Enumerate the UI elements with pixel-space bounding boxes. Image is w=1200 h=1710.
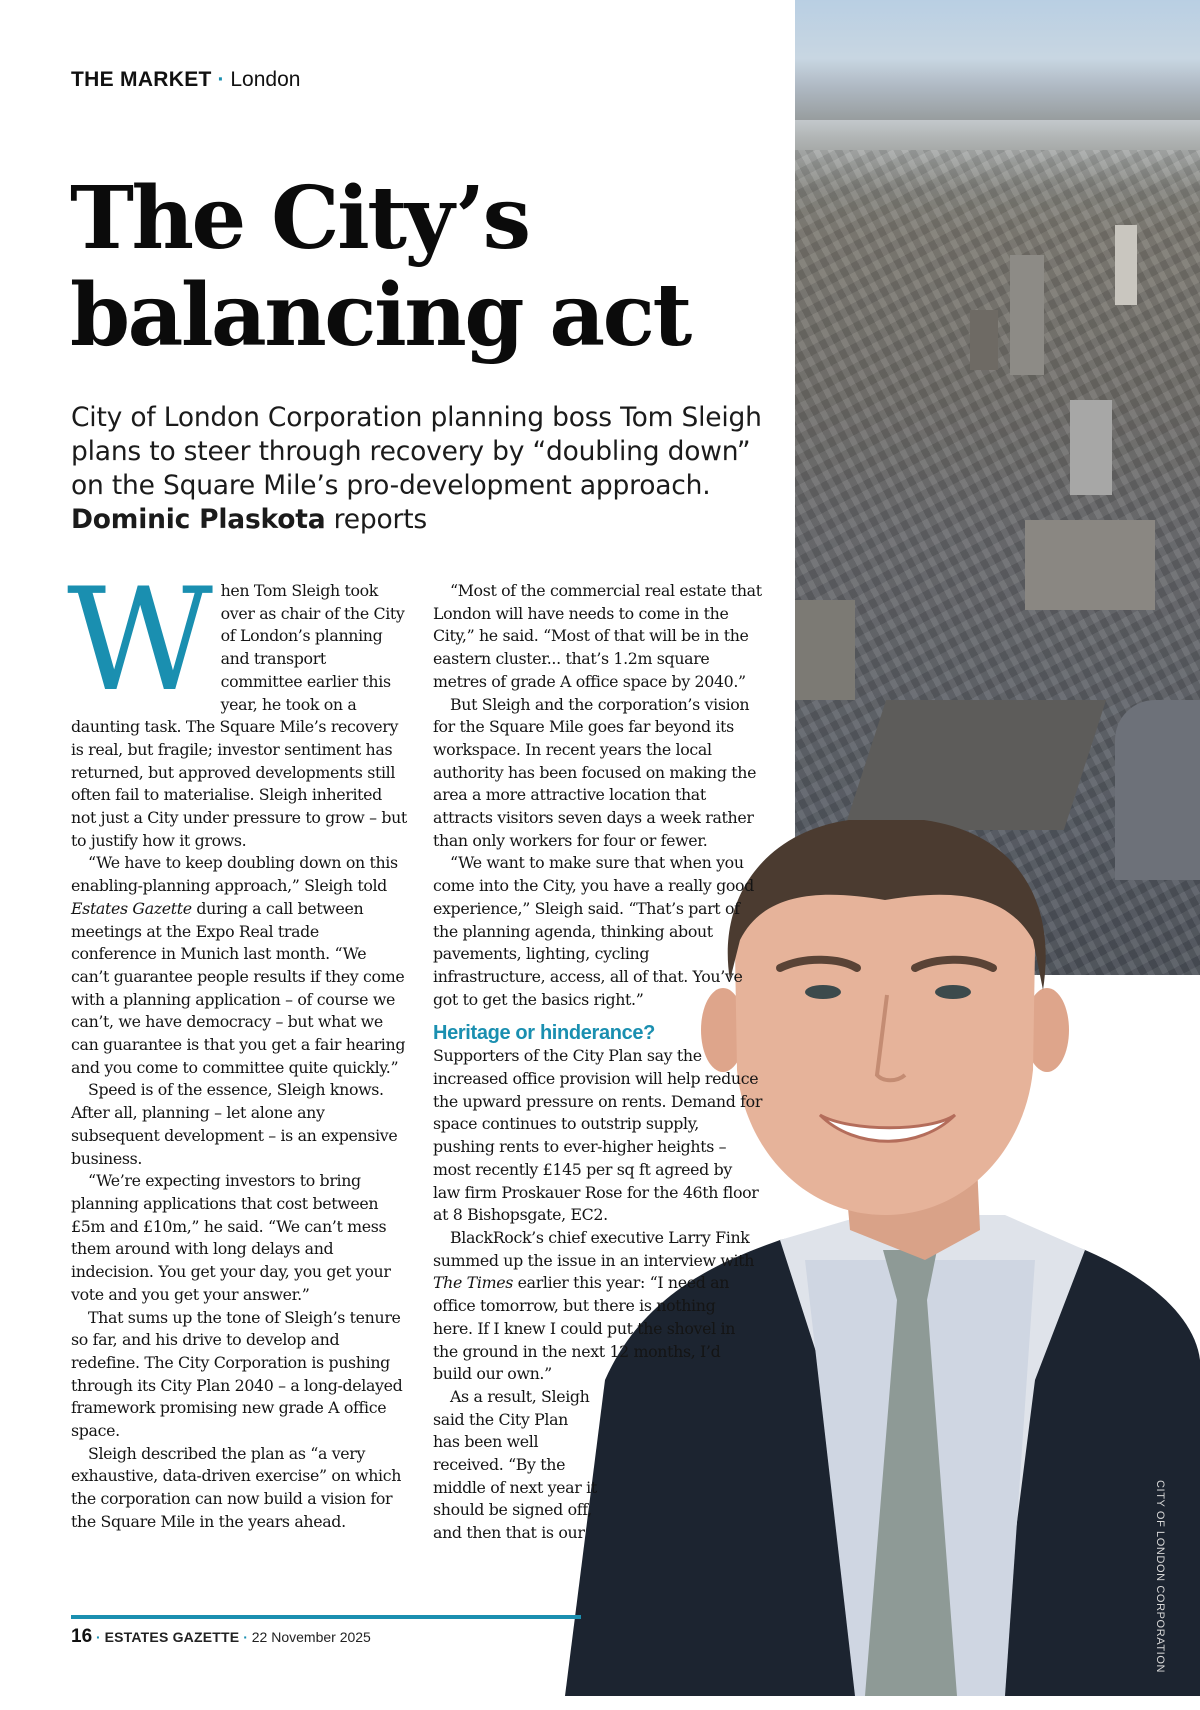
paragraph: But Sleigh and the corporation’s vision for the Square Mile goes far beyond its workspace. In recent years the local authority has been focused on making the area a more attractive location that attracts visitors seven days a week rather than only workers for four or fewer. bbox=[433, 694, 757, 850]
paragraph: As a result, Sleigh said the City Plan has been well received. “By the middle of next year it should be signed off, and then that is our bbox=[433, 1386, 597, 1543]
article-column-1 bbox=[67, 558, 408, 1534]
paragraph: BlackRock’s chief executive Larry Fink summed up the issue in an interview with The Times earlier this year: “I need an office tomorrow, but there is nothing here. If I knew I could put the shovel in the ground in the next 12 months, I’d build our own.” bbox=[433, 1227, 755, 1384]
publication-name: The Times bbox=[433, 1273, 513, 1293]
page-footer: 16 · ESTATES GAZETTE · 22 November 2025 bbox=[71, 1626, 371, 1647]
paragraph: “We’re expecting investors to bring planning applications that cost between £5m and £10m,” he said. “We can’t mess them around with long delays and indecision. You get your day, you get your vote and you get your answer.” bbox=[71, 1171, 391, 1304]
byline-reports: reports bbox=[333, 504, 427, 535]
standfirst-text: City of London Corporation planning boss Tom Sleigh plans to steer through recovery by “doubling down” on the Square Mile’s pro-development approach. bbox=[71, 402, 762, 501]
page-number: 16 bbox=[71, 1626, 93, 1647]
headline bbox=[70, 170, 770, 364]
subheading: Heritage or hinderance? bbox=[433, 1022, 656, 1045]
issue-date: 22 November 2025 bbox=[251, 1629, 371, 1645]
paragraph: That sums up the tone of Sleigh’s tenure so far, and his drive to develop and redefine. The City Corporation is pushing through its City Plan 2040 – a long-delayed framework promising new grade A office space. bbox=[71, 1307, 403, 1441]
paragraph: Supporters of the City Plan say the increased office provision will help reduce the upward pressure on rents. Demand for space continues to outstrip supply, pushing rents to ever-higher heights – most recently £145 per sq ft agreed by law firm Proskauer Rose for the 46th floor at 8 Bishopsgate, EC2. bbox=[433, 1046, 763, 1225]
kicker-separator: · bbox=[217, 68, 225, 91]
drop-cap: W bbox=[67, 558, 213, 723]
paragraph: Sleigh described the plan as “a very exhaustive, data-driven exercise” on which the corporation can now build a vision for the Square Mile in the years ahead. bbox=[71, 1443, 402, 1531]
standfirst bbox=[71, 401, 771, 537]
publication-name: Estates Gazette bbox=[71, 898, 192, 918]
headline-line-2: balancing act bbox=[70, 265, 690, 366]
footer-rule bbox=[71, 1615, 581, 1619]
paragraph: “We have to keep doubling down on this enabling-planning approach,” Sleigh told Estates Gazette during a call between meetings at the Expo Real trade conference in Munich last month. “We can’t guarantee people results if they come with a planning application – of course we can’t, we have democracy – but what we can guarantee is that you get a fair hearing and you come to committee quite quickly.” bbox=[71, 853, 406, 1077]
publication-title: ESTATES GAZETTE bbox=[104, 1629, 240, 1645]
article-column-2 bbox=[433, 580, 763, 1545]
section-name: THE MARKET bbox=[71, 68, 212, 91]
paragraph: “We want to make sure that when you come into the City, you have a really good experience,” Sleigh said. “That’s part of the planning agenda, thinking about pavements, lighting, cycling infrastructure, access, all of that. You’ve got to get the basics right.” bbox=[433, 853, 754, 1009]
byline-author: Dominic Plaskota bbox=[71, 504, 326, 535]
section-kicker bbox=[71, 68, 300, 92]
photo-credit: CITY OF LONDON CORPORATION bbox=[1154, 1480, 1166, 1674]
paragraph: When Tom Sleigh took over as chair of the City of London’s planning and transport committee earlier this year, he took on a daunting task. The Square Mile’s recovery is real, but fragile; investor sentiment has returned, but approved developments still often fail to materialise. Sleigh inherited not just a City under pressure to grow – but to justify how it grows. bbox=[67, 558, 407, 850]
paragraph: “Most of the commercial real estate that London will have needs to come in the City,” he said. “Most of that will be in the eastern cluster... that’s 1.2m square metres of grade A office space by 2040.” bbox=[433, 581, 762, 691]
headline-line-1: The City’s bbox=[70, 168, 529, 269]
paragraph: Speed is of the essence, Sleigh knows. After all, planning – let alone any subsequent development – is an expensive business. bbox=[71, 1080, 398, 1168]
section-location: London bbox=[230, 68, 301, 91]
